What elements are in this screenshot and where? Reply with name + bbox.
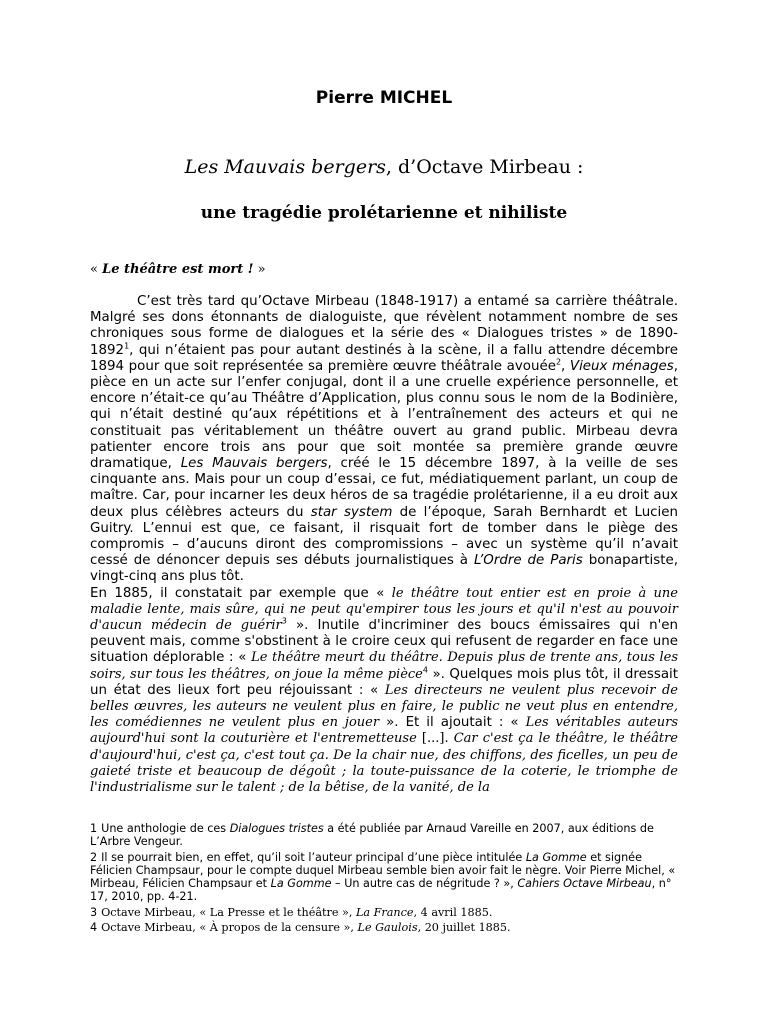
title-italic-part: Les Mauvais bergers xyxy=(184,156,386,178)
author-name: Pierre MICHEL xyxy=(315,88,453,108)
footnote-3: 3 Octave Mirbeau, « La Presse et le théâtre », La France, 4 avril 1885. xyxy=(90,905,493,919)
footnote-ref-4: 4 xyxy=(422,665,428,675)
footnote-ref-2: 2 xyxy=(555,357,562,367)
footnote-ref-3: 3 xyxy=(281,616,287,626)
footnote-ref-1: 1 xyxy=(124,341,130,351)
footnotes xyxy=(90,822,678,936)
section-heading-text: Le théâtre est mort ! xyxy=(102,262,254,277)
paragraph-1: C’est très tard qu’Octave Mirbeau (1848-1917) a entamé sa carrière théâtrale. Malgré ses dons étonnants de dialoguiste, que révèlent notamment nombre de ses chroniques sous forme de dialogues et la série des « Dialogues tristes » de 1890-1892$^1$, qui n’étaient pas pour autant destinés à la scène, il a fallu attendre décembre 1894 pour que soit représentée sa première œuvre théâtrale avouée$^2$, Vieux ménages, pièce en un acte sur l’enfer conjugal, dont il a une cruelle expérience personnelle, et encore n’était-ce qu’au Théâtre d’Application, plus connu sous le nom de la Bodinière, qui n’était destiné qu’aux répétitions et à l’entraînement des acteurs et qui ne constituait pas véritablement un théâtre ouvert au grand public. Mirbeau devra patienter encore trois ans pour que soit montée sa première grande œuvre dramatique, Les Mauvais bergers, créé le 15 décembre 1897, à la veille de ses cinquante ans. Mais pour un coup d’essai, ce fut, médiatiquement parlant, un coup de maître. Car, pour incarner les deux héros de sa tragédie prolétarienne, il a eu droit aux deux plus célèbres acteurs du star system de l’époque, Sarah Bernhardt et Lucien Guitry. L’ennui est que, ce faisant, il risquait fort de tomber dans le piège des compromis – d’aucuns diront des compromissions – avec un système qu’il n’avait cessé de dénoncer depuis ses débuts journalistiques à L’Ordre de Paris bonapartiste, vingt-cinq ans plus tôt. xyxy=(90,294,679,585)
footnote-1: 1 Une anthologie de ces Dialogues tristes a été publiée par Arnaud Vareille en 2007, aux éditions de L’Arbre Vengeur. xyxy=(90,822,654,849)
section-heading: « Le théâtre est mort ! » xyxy=(90,262,266,277)
footnote-2: 2 Il se pourrait bien, en effet, qu’il soit l’auteur principal d’une pièce intitulée La Gomme et signée Félicien Champsaur, pour le compte duquel Mirbeau semble bien avoir fait le nègre. Voir Pierre Michel, « Mirbeau, Félicien Champsaur et La Gomme – Un autre cas de négritude ? », Cahiers Octave Mirbeau, n° 17, 2010, pp. 4-21. xyxy=(90,850,676,904)
article-title xyxy=(90,156,678,178)
footnote-4: 4 Octave Mirbeau, « À propos de la censure », Le Gaulois, 20 juillet 1885. xyxy=(90,921,511,935)
paragraph-2: En 1885, il constatait par exemple que « le théâtre tout entier est en proie à une maladie lente, mais sûre, qui ne peut qu'empirer tous les jours et qu'il n'est au pouvoir d'aucun médecin de guérir$^3$ ». Inutile d'incriminer des boucs émissaires qui n'en peuvent mais, comme s'obstinent à le croire ceux qui refusent de regarder en face une situation déplorable : « Le théâtre meurt du théâtre. Depuis plus de trente ans, tous les soirs, sur tous les théâtres, on joue la même pièce$^4$ ». Quelques mois plus tôt, il dressait un état des lieux fort peu réjouissant : « Les directeurs ne veulent plus recevoir de belles œuvres, les auteurs ne veulent plus en faire, le public ne veut plus en entendre, les comédiennes ne veulent plus en jouer ». Et il ajoutait : « Les véritables auteurs aujourd'hui sont la couturière et l'entremetteuse [...]. Car c'est ça le théâtre, le théâtre d'aujourd'hui, c'est ça, c'est tout ça. De la chair nue, des chiffons, des ficelles, un peu de gaieté triste et beaucoup de dégoût ; la toute-puissance de la coterie, le triomphe de l'industrialisme sur le talent ; de la bêtise, de la vanité, de la xyxy=(90,585,679,796)
body-text xyxy=(90,294,678,796)
title-rest: , d’Octave Mirbeau : xyxy=(385,156,584,178)
article-subtitle: une tragédie prolétarienne et nihiliste xyxy=(200,203,568,223)
